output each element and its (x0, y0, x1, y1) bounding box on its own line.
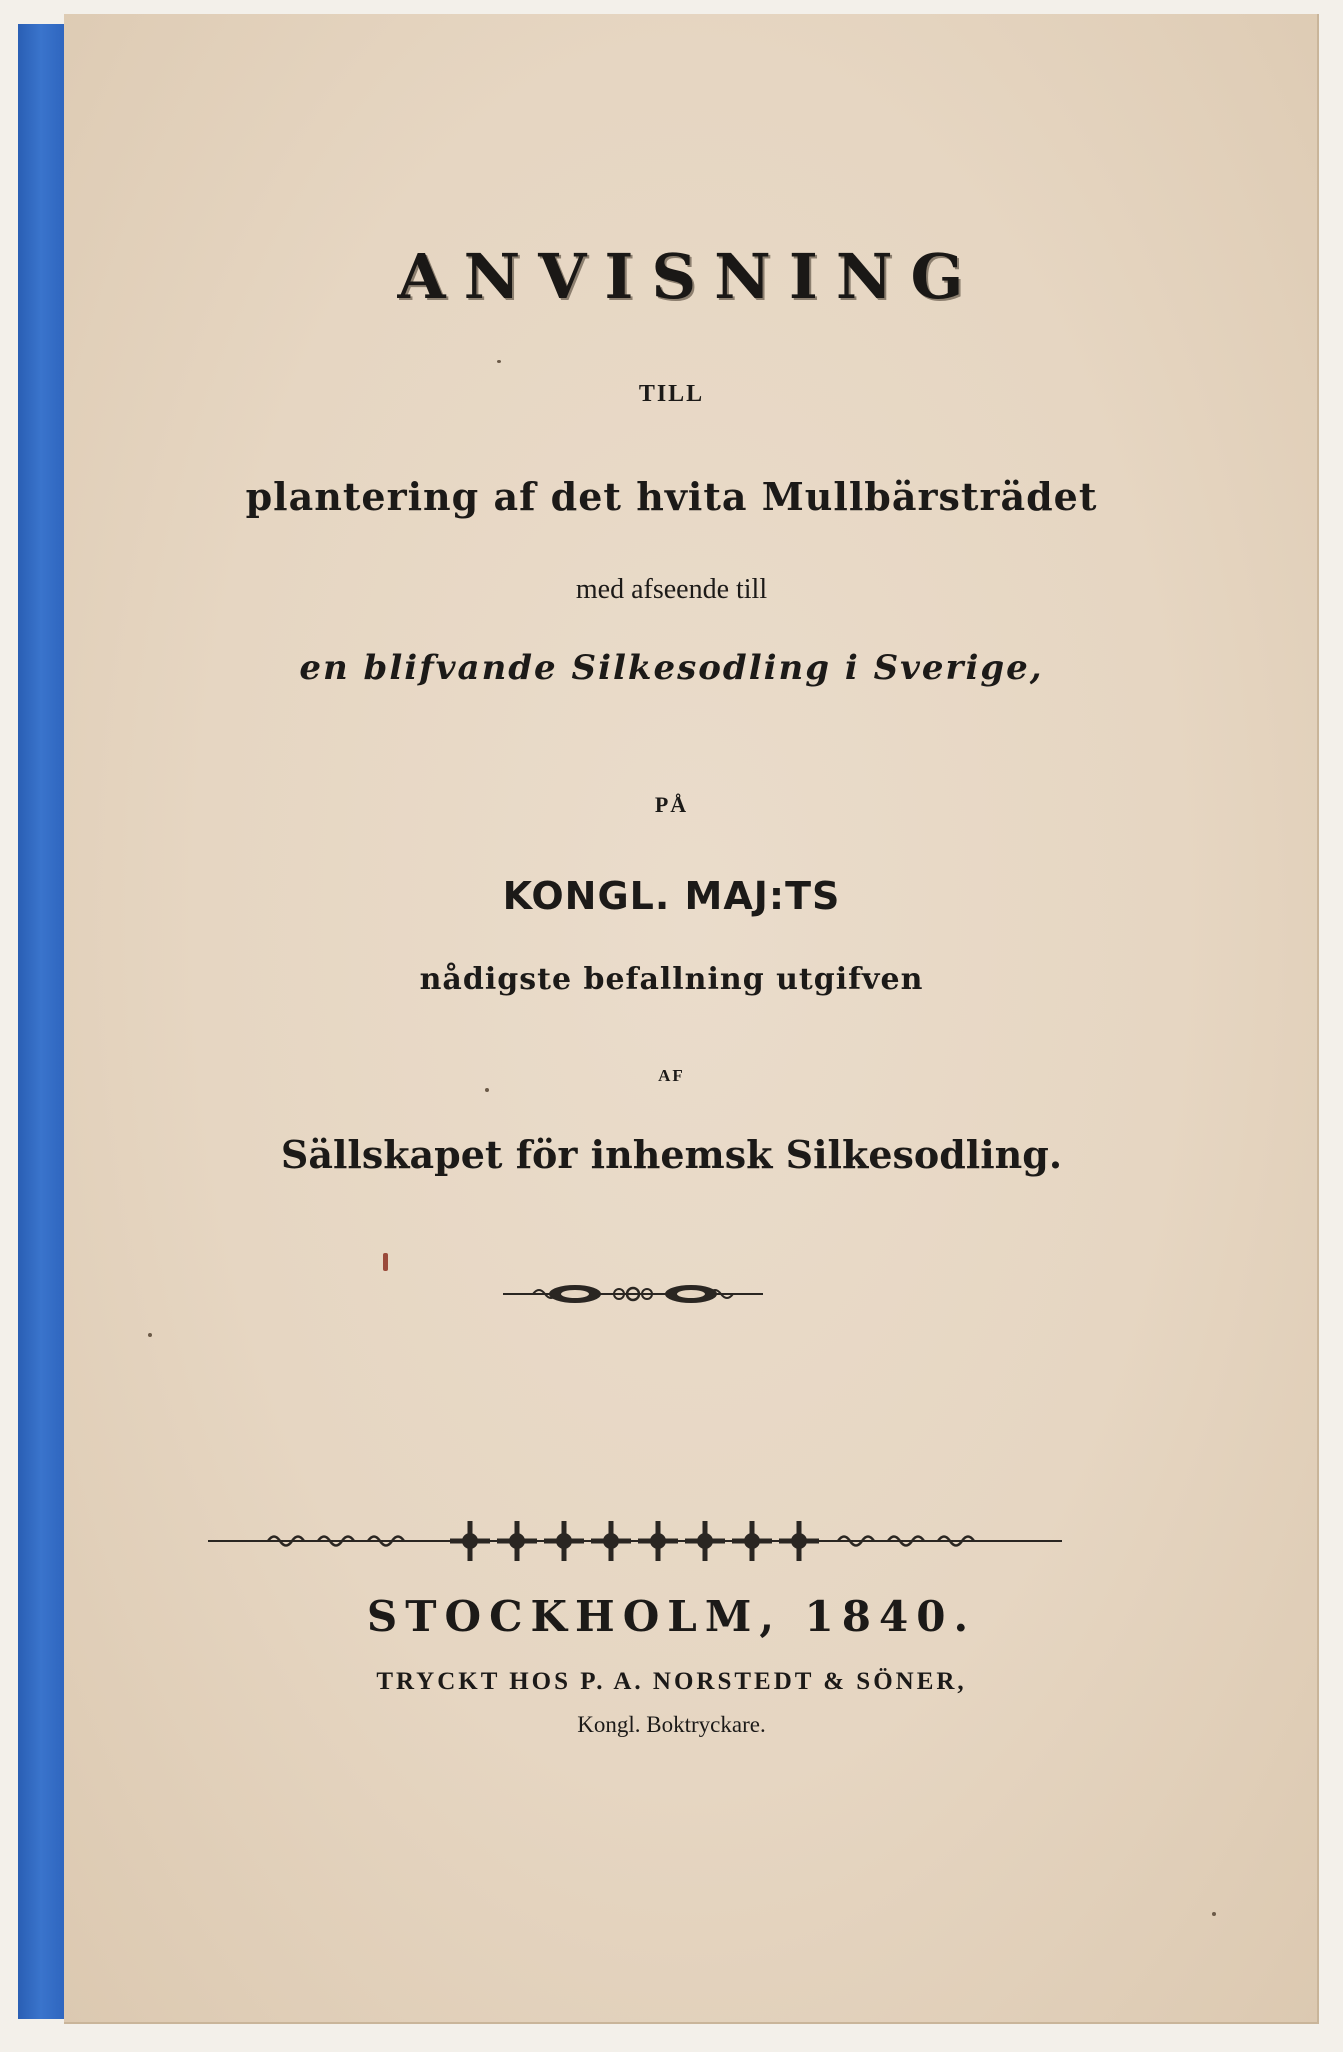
wide-ornament-rule (208, 1515, 1062, 1567)
paper-fleck (1212, 1912, 1216, 1916)
paper-fleck (485, 1088, 489, 1092)
paper-fleck (383, 1253, 388, 1271)
printer-line: TRYCKT HOS P. A. NORSTEDT & SÖNER, (376, 1668, 967, 1695)
royal-majesty-line: KONGL. MAJ:TS (502, 874, 841, 918)
af-line: AF (658, 1066, 685, 1085)
pa-line: PÅ (654, 792, 689, 817)
with-regard-line: med afseende till (575, 574, 768, 605)
small-ornament-rule (503, 1278, 763, 1310)
command-line: nådigste befallning utgifven (419, 962, 924, 997)
paper-fleck (497, 360, 501, 363)
till-line: TILL (638, 381, 705, 407)
society-line: Sällskapet för inhemsk Silkesodling. (280, 1132, 1063, 1177)
purpose-line: en blifvande Silkesodling i Sverige, (299, 648, 1044, 688)
paper-fleck (148, 1333, 152, 1337)
royal-printer-line: Kongl. Boktryckare. (577, 1712, 766, 1737)
subject-line: plantering af det hvita Mullbärsträdet (245, 474, 1098, 519)
main-title: ANVISNING (397, 240, 982, 313)
city-year-line: STOCKHOLM, 1840. (366, 1592, 977, 1641)
